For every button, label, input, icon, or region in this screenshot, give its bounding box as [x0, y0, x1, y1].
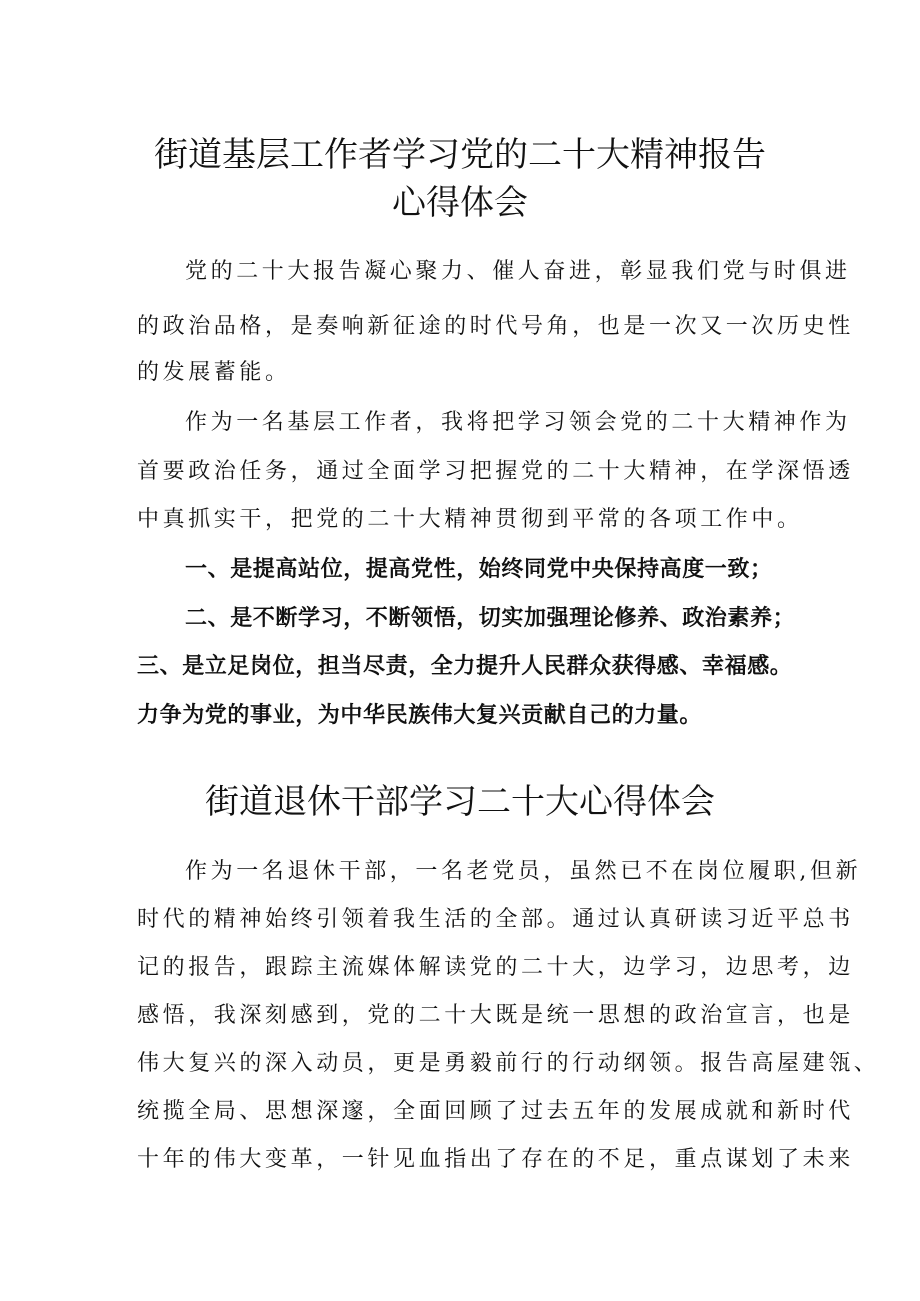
section2-para1-line1: 作为一名退休干部，一名老党员，虽然已不在岗位履职,但新: [185, 859, 862, 884]
section1-para2-line3: 中真抓实干，把党的二十大精神贯彻到平常的各项工作中。: [137, 507, 803, 532]
section1-para1-line3: 的发展蓄能。: [137, 360, 291, 385]
section1-closing: 力争为党的事业，为中华民族伟大复兴贡献自己的力量。: [137, 703, 703, 728]
section2-para1-line5: 伟大复兴的深入动员，更是勇毅前行的行动纲领。报告高屋建瓴、: [137, 1051, 880, 1076]
section2-para1-line4: 感悟，我深刻感到，党的二十大既是统一思想的政治宣言，也是: [137, 1003, 854, 1028]
section2-para1-line7: 十年的伟大变革，一针见血指出了存在的不足，重点谋划了未来: [137, 1147, 854, 1172]
section2-title: 街道退休干部学习二十大心得体会: [205, 782, 715, 822]
section1-para2-line2: 首要政治任务，通过全面学习把握党的二十大精神，在学深悟透: [137, 459, 854, 484]
section1-title-line2: 心得体会: [392, 183, 528, 223]
section1-para2-line1: 作为一名基层工作者，我将把学习领会党的二十大精神作为: [185, 410, 851, 435]
section2-para1-line2: 时代的精神始终引领着我生活的全部。通过认真研读习近平总书: [137, 907, 854, 932]
section1-para1-line1: 党的二十大报告凝心聚力、催人奋进，彰显我们党与时俱进: [185, 259, 851, 284]
section1-title-line1: 街道基层工作者学习党的二十大精神报告: [154, 135, 766, 175]
section2-para1-line6: 统揽全局、思想深邃，全面回顾了过去五年的发展成就和新时代: [137, 1099, 854, 1124]
section1-para1-line2: 的政治品格，是奏响新征途的时代号角，也是一次又一次历史性: [137, 314, 854, 339]
section1-point-3: 三、是立足岗位，担当尽责，全力提升人民群众获得感、幸福感。: [137, 654, 793, 679]
section1-point-1: 一、是提高站位，提高党性，始终同党中央保持高度一致；: [185, 557, 773, 582]
section1-point-2: 二、是不断学习，不断领悟，切实加强理论修养、政治素养；: [185, 606, 796, 631]
section2-para1-line3: 记的报告，跟踪主流媒体解读党的二十大，边学习，边思考，边: [137, 955, 854, 980]
